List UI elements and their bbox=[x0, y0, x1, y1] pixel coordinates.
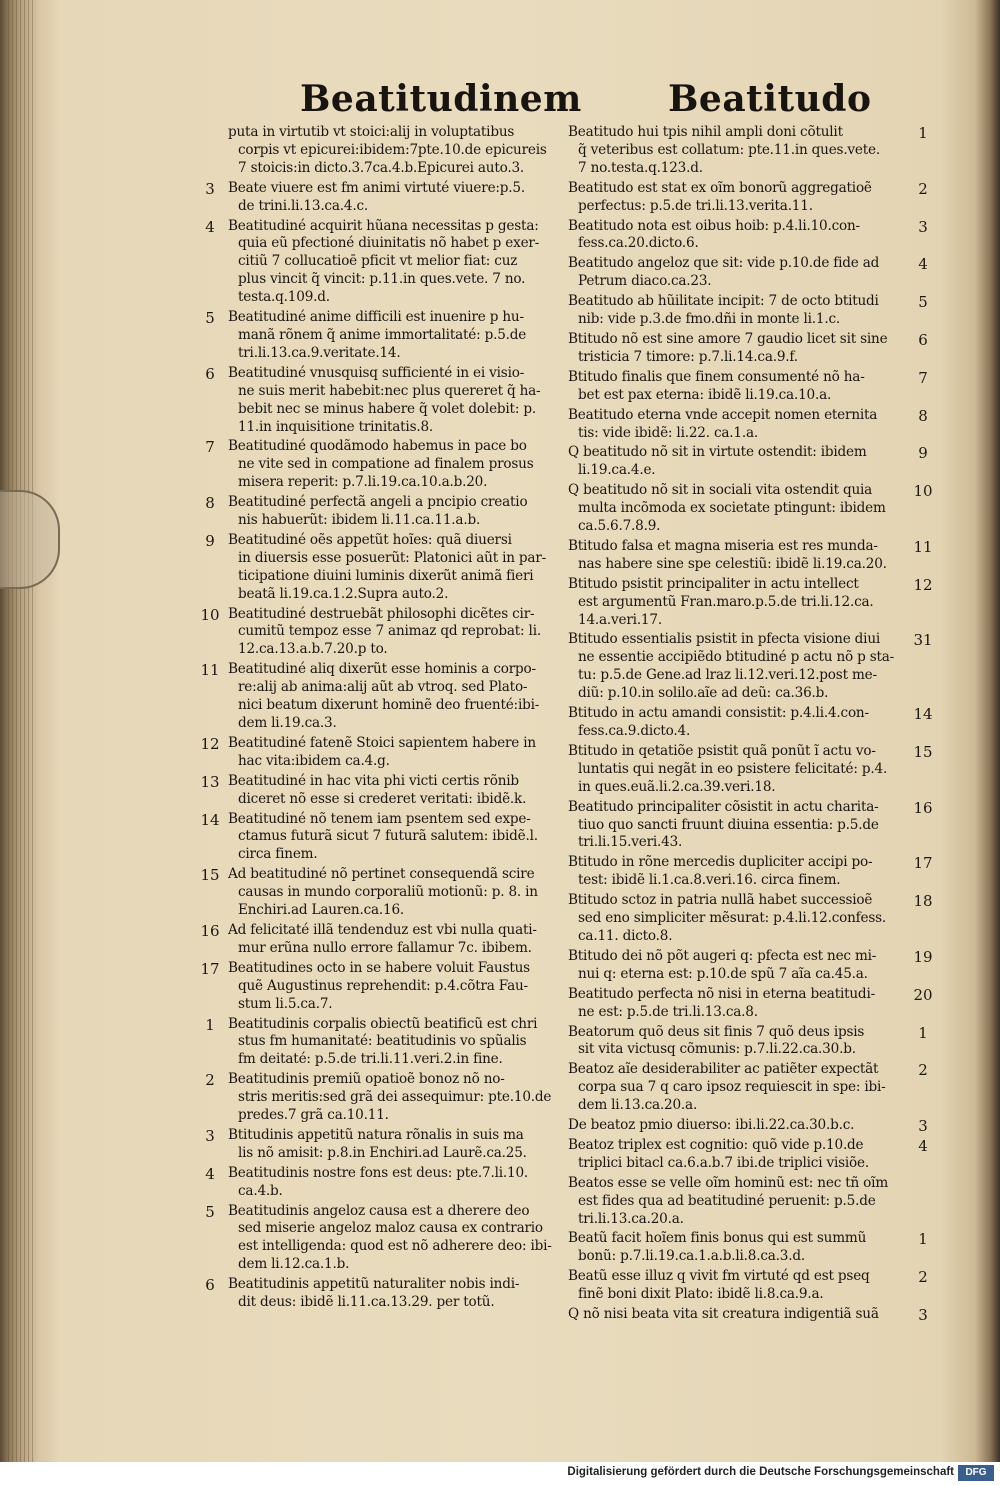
entry-text bbox=[228, 1276, 565, 1312]
entry-number: 15 bbox=[913, 742, 933, 761]
entry-line: Beatũ facit hoĩem finis bonus qui est summũ bbox=[568, 1230, 867, 1247]
entry-text bbox=[568, 948, 900, 984]
entry-line: 7 no.testa.q.123.d. bbox=[578, 159, 703, 176]
index-entry bbox=[568, 255, 938, 291]
entry-text bbox=[568, 743, 900, 797]
entry-line: Beatitudo principaliter cõsistit in actu charita- bbox=[568, 798, 879, 815]
entry-number: 1 bbox=[918, 1230, 928, 1249]
entry-line: Beatitudines octo in se habere voluit Faustus bbox=[228, 959, 530, 976]
entry-line: Beatitudiné in hac vita phi victi certis rõnib bbox=[228, 772, 519, 789]
index-entry bbox=[195, 1203, 565, 1275]
entry-text bbox=[568, 892, 900, 946]
entry-text bbox=[568, 444, 900, 480]
entry-line: puta in virtutib vt stoici:alij in voluptatibus bbox=[228, 124, 515, 140]
entry-line: Btitudo in actu amandi consistit: p.4.li.4.con- bbox=[568, 705, 869, 722]
entry-number: 4 bbox=[918, 1136, 928, 1155]
entry-line: predes.7 grã ca.10.11. bbox=[238, 1107, 389, 1124]
entry-line: Beatitudinis premiũ opatioẽ bonoz nõ no- bbox=[228, 1071, 505, 1088]
index-entry bbox=[568, 892, 938, 946]
entry-number: 4 bbox=[205, 1164, 215, 1183]
entry-line: Beatitudiné aliq dixerũt esse hominis a corpo- bbox=[228, 661, 536, 678]
entry-line: diceret nõ esse si crederet veritati: ibidẽ.k. bbox=[238, 790, 527, 807]
entry-line: est intelligenda: quod est nõ adherere deo: ibi- bbox=[238, 1238, 552, 1255]
entry-line: Beatitudiné perfectã angeli a pncipio creatio bbox=[228, 494, 528, 511]
index-entry bbox=[195, 365, 565, 437]
entry-line: Enchiri.ad Lauren.ca.16. bbox=[238, 902, 405, 919]
entry-text bbox=[228, 494, 565, 530]
entry-line: ne vite sed in compatione ad finalem prosus bbox=[238, 456, 534, 473]
entry-line: dem li.12.ca.1.b. bbox=[238, 1256, 350, 1273]
entry-text bbox=[568, 1175, 900, 1229]
footer-bar bbox=[0, 1462, 1000, 1485]
index-entry bbox=[568, 407, 938, 443]
entry-line: in ques.euã.li.2.ca.39.veri.18. bbox=[578, 778, 776, 795]
entry-line: stris meritis:sed grã dei assequimur: pte.10.de bbox=[238, 1089, 552, 1106]
entry-text bbox=[568, 407, 900, 443]
entry-line: Beate viuere est fm animi virtuté viuere:p.5. bbox=[228, 179, 525, 196]
entry-text bbox=[568, 705, 900, 741]
entry-line: multa incõmoda ex societate ptingunt: ibidem bbox=[578, 500, 886, 517]
entry-text bbox=[228, 1165, 565, 1201]
entry-line: Beatitudo perfecta nõ nisi in eterna beatitudi- bbox=[568, 985, 875, 1002]
entry-text bbox=[568, 1306, 900, 1324]
entry-text bbox=[568, 1137, 900, 1173]
entry-line: misera reperit: p.7.li.19.ca.10.a.b.20. bbox=[238, 474, 488, 491]
index-entry bbox=[195, 1127, 565, 1163]
footer-credit: Digitalisierung gefördert durch die Deutsche Forschungsgemeinschaft bbox=[567, 1466, 954, 1478]
entry-text bbox=[568, 538, 900, 574]
entry-line: Btitudo dei nõ põt augeri q: pfecta est nec mi- bbox=[568, 947, 877, 964]
entry-line: Beatitudo est stat ex oĩm bonorũ aggregatioẽ bbox=[568, 179, 872, 196]
entry-number: 20 bbox=[913, 985, 933, 1004]
entry-line: tristicia 7 timore: p.7.li.14.ca.9.f. bbox=[578, 348, 798, 365]
entry-text bbox=[228, 1203, 565, 1275]
left-column bbox=[195, 124, 565, 1314]
entry-text bbox=[228, 1016, 565, 1070]
entry-line: 14.a.veri.17. bbox=[578, 611, 662, 628]
entry-number: 5 bbox=[205, 309, 215, 328]
entry-number: 16 bbox=[913, 798, 933, 817]
entry-number: 3 bbox=[918, 217, 928, 236]
entry-line: sit vita victusq cõmunis: p.7.li.22.ca.30.b. bbox=[578, 1041, 856, 1058]
entry-line: ca.5.6.7.8.9. bbox=[578, 518, 661, 535]
index-entry bbox=[568, 1268, 938, 1304]
entry-text bbox=[568, 218, 900, 254]
entry-line: Beatitudiné oẽs appetũt hoĩes: quã diuersi bbox=[228, 531, 512, 548]
index-entry bbox=[568, 743, 938, 797]
index-entry bbox=[568, 444, 938, 480]
entry-text bbox=[228, 661, 565, 733]
entry-line: q̃ veteribus est collatum: pte.11.in ques.vete. bbox=[578, 141, 880, 158]
index-entry bbox=[568, 180, 938, 216]
page-clip bbox=[0, 490, 60, 589]
entry-line: Beatitudo ab hũilitate incipit: 7 de octo btitudi bbox=[568, 293, 879, 310]
entry-number: 12 bbox=[200, 734, 220, 753]
index-entry bbox=[195, 661, 565, 733]
index-entry bbox=[195, 960, 565, 1014]
entry-line: re:alij ab anima:alij aũt ab vtroq. sed Plato- bbox=[238, 679, 528, 696]
entry-number: 10 bbox=[200, 605, 220, 624]
entry-text bbox=[568, 799, 900, 853]
index-entry bbox=[195, 922, 565, 958]
index-entry bbox=[568, 705, 938, 741]
index-entry bbox=[195, 438, 565, 492]
entry-number: 14 bbox=[200, 810, 220, 829]
entry-line: triplici bitacl ca.6.a.b.7 ibi.de triplici visiõe. bbox=[578, 1154, 869, 1171]
entry-line: Beatitudiné acquirit hũana necessitas p gesta: bbox=[228, 217, 539, 234]
entry-line: bebit nec se minus habere q̃ volet dolebit: p. bbox=[238, 400, 536, 417]
entry-line: li.19.ca.4.e. bbox=[578, 462, 656, 479]
entry-text bbox=[228, 866, 565, 920]
entry-number: 2 bbox=[918, 1268, 928, 1287]
entry-line: Beatitudiné vnusquisq sufficienté in ei visio- bbox=[228, 364, 525, 381]
index-entry bbox=[568, 218, 938, 254]
entry-text bbox=[568, 854, 900, 890]
entry-line: corpis vt epicurei:ibidem:7pte.10.de epicureis bbox=[238, 141, 547, 158]
entry-line: Beatitudinis nostre fons est deus: pte.7.li.10. bbox=[228, 1164, 529, 1181]
entry-line: Btitudinis appetitũ natura rõnalis in suis ma bbox=[228, 1126, 524, 1143]
index-entry bbox=[568, 1024, 938, 1060]
entry-line: circa finem. bbox=[238, 846, 318, 863]
entry-number: 18 bbox=[913, 892, 933, 911]
entry-line: tri.li.13.ca.20.a. bbox=[578, 1210, 684, 1227]
entry-text bbox=[568, 124, 900, 178]
index-entry bbox=[568, 1230, 938, 1266]
entry-text bbox=[228, 218, 565, 308]
index-entry bbox=[568, 1061, 938, 1115]
entry-line: ctamus futurã sicut 7 futurã salutem: ibidẽ.l. bbox=[238, 828, 538, 845]
entry-number: 19 bbox=[913, 947, 933, 966]
index-entry bbox=[195, 494, 565, 530]
index-entry bbox=[195, 1016, 565, 1070]
index-entry bbox=[568, 948, 938, 984]
entry-text bbox=[568, 369, 900, 405]
entry-number: 5 bbox=[918, 293, 928, 312]
entry-line: nis habuerũt: ibidem li.11.ca.11.a.b. bbox=[238, 512, 481, 529]
entry-number: 1 bbox=[205, 1015, 215, 1034]
index-entry bbox=[195, 124, 565, 178]
entry-line: hac vita:ibidem ca.4.g. bbox=[238, 752, 390, 769]
entry-line: Beatitudo angeloz que sit: vide p.10.de fide ad bbox=[568, 255, 880, 272]
entry-text bbox=[568, 1230, 900, 1266]
entry-line: tri.li.15.veri.43. bbox=[578, 834, 683, 851]
entry-line: fm deitaté: p.5.de tri.li.11.veri.2.in fine. bbox=[238, 1051, 503, 1068]
entry-line: fess.ca.9.dicto.4. bbox=[578, 723, 691, 739]
entry-line: stus fm humanitaté: beatitudinis vo spũalis bbox=[238, 1033, 527, 1050]
index-entry bbox=[568, 1306, 938, 1324]
entry-line: ne suis merit habebit:nec plus quereret q̃ ha- bbox=[238, 382, 541, 399]
entry-line: Petrum diaco.ca.23. bbox=[578, 273, 712, 290]
index-entry bbox=[568, 538, 938, 574]
entry-text bbox=[228, 960, 565, 1014]
entry-line: nui q: eterna est: p.10.de spũ 7 aĩa ca.45.a. bbox=[578, 965, 868, 982]
index-entry bbox=[195, 1165, 565, 1201]
entry-number: 11 bbox=[200, 661, 220, 680]
entry-line: perfectus: p.5.de tri.li.13.verita.11. bbox=[578, 197, 813, 214]
entry-line: Beatitudinis angeloz causa est a dherere deo bbox=[228, 1202, 530, 1219]
right-column bbox=[568, 124, 938, 1326]
index-entry bbox=[568, 1175, 938, 1229]
entry-line: nib: vide p.3.de fmo.dñi in monte li.1.c. bbox=[578, 311, 840, 328]
entry-number: 1 bbox=[918, 124, 928, 142]
entry-text bbox=[228, 1071, 565, 1125]
entry-line: testa.q.109.d. bbox=[238, 289, 330, 306]
entry-line: De beatoz pmio diuerso: ibi.li.22.ca.30.b.c. bbox=[568, 1117, 855, 1134]
entry-number: 17 bbox=[200, 959, 220, 978]
entry-line: sed miserie angeloz maloz causa ex contrario bbox=[238, 1220, 543, 1237]
entry-line: de trini.li.13.ca.4.c. bbox=[238, 197, 368, 214]
entry-line: Beatitudinis appetitũ naturaliter nobis indi- bbox=[228, 1276, 520, 1293]
entry-text bbox=[568, 1024, 900, 1060]
entry-number: 9 bbox=[918, 444, 928, 463]
entry-line: diũ: p.10.in solilo.aĩe ad deũ: ca.36.b. bbox=[578, 685, 829, 702]
entry-number: 9 bbox=[205, 531, 215, 550]
index-entry bbox=[195, 866, 565, 920]
index-entry bbox=[568, 482, 938, 536]
entry-line: sed eno simpliciter mẽsurat: p.4.li.12.confess. bbox=[578, 910, 887, 927]
entry-text bbox=[228, 438, 565, 492]
entry-number: 6 bbox=[918, 330, 928, 349]
entry-number: 1 bbox=[918, 1023, 928, 1042]
entry-text bbox=[228, 811, 565, 865]
entry-line: Beatũ esse illuz q vivit fm virtuté qd est pseq bbox=[568, 1268, 870, 1285]
index-entry bbox=[568, 124, 938, 178]
entry-text bbox=[568, 180, 900, 216]
index-entry bbox=[195, 606, 565, 660]
entry-number: 17 bbox=[913, 854, 933, 873]
entry-line: bet est pax eterna: ibidẽ li.19.ca.10.a. bbox=[578, 386, 832, 403]
entry-line: 7 stoicis:in dicto.3.7ca.4.b.Epicurei auto.3. bbox=[238, 159, 525, 176]
entry-line: ticipatione diuini luminis dixerũt animã fieri bbox=[238, 567, 534, 584]
running-head-right: Beatitudo bbox=[668, 78, 872, 120]
entry-line: est fides qua ad beatitudiné peruenit: p.5.de bbox=[578, 1192, 876, 1209]
dfg-logo: DFG bbox=[958, 1465, 994, 1481]
entry-line: tri.li.13.ca.9.veritate.14. bbox=[238, 344, 401, 361]
entry-number: 12 bbox=[913, 575, 933, 594]
entry-line: Beatitudiné nõ tenem iam psentem sed expe- bbox=[228, 810, 531, 827]
entry-line: manã rõnem q̃ anime immortalitaté: p.5.de bbox=[238, 326, 527, 343]
entry-number: 3 bbox=[205, 179, 215, 198]
index-entry bbox=[568, 576, 938, 630]
entry-line: est argumentũ Fran.maro.p.5.de tri.li.12.ca. bbox=[578, 593, 874, 610]
entry-line: dem li.19.ca.3. bbox=[238, 715, 337, 731]
entry-number: 14 bbox=[913, 705, 933, 724]
entry-line: nici beatum dixerunt hominẽ deo fruenté:ibi- bbox=[238, 697, 540, 714]
entry-number: 5 bbox=[205, 1202, 215, 1221]
entry-line: Ad beatitudiné nõ pertinet consequendã scire bbox=[228, 866, 535, 883]
entry-line: finẽ boni dixit Plato: ibidẽ li.8.ca.9.a. bbox=[578, 1286, 824, 1303]
entry-line: Beatoz aĩe desiderabiliter ac patiẽter expectãt bbox=[568, 1061, 879, 1078]
entry-line: Btitudo in qetatiõe psistit quã ponũt ĩ actu vo- bbox=[568, 742, 876, 759]
entry-line: Ad felicitaté illã tendenduz est vbi nulla quati- bbox=[228, 921, 537, 938]
entry-text bbox=[228, 180, 565, 216]
index-entry bbox=[195, 811, 565, 865]
index-entry bbox=[568, 293, 938, 329]
entry-text bbox=[228, 735, 565, 771]
entry-line: Beatitudiné anime difficili est inuenire p hu- bbox=[228, 309, 524, 326]
entry-line: ca.4.b. bbox=[238, 1182, 283, 1199]
entry-line: luntatis qui negãt in eo psistere felicitaté: p.4. bbox=[578, 760, 888, 777]
entry-line: in diuersis esse posuerũt: Platonici aũt in par- bbox=[238, 549, 547, 566]
entry-text bbox=[228, 532, 565, 604]
entry-line: corpa sua 7 q caro ipsoz requiescit in spe: ibi- bbox=[578, 1079, 886, 1096]
entry-line: dit deus: ibidẽ li.11.ca.13.29. per totũ. bbox=[238, 1294, 495, 1311]
index-entry bbox=[195, 180, 565, 216]
entry-text bbox=[568, 482, 900, 536]
entry-text bbox=[228, 922, 565, 958]
index-entry bbox=[568, 1137, 938, 1173]
entry-line: stum li.5.ca.7. bbox=[238, 995, 333, 1012]
entry-number: 6 bbox=[205, 1276, 215, 1295]
entry-number: 3 bbox=[205, 1126, 215, 1145]
index-entry bbox=[568, 986, 938, 1022]
entry-line: Beatitudiné destruebãt philosophi dicẽtes cir- bbox=[228, 605, 535, 622]
index-entry bbox=[568, 1117, 938, 1135]
entry-line: tis: vide ibidẽ: li.22. ca.1.a. bbox=[578, 424, 759, 441]
entry-line: ne est: p.5.de tri.li.13.ca.8. bbox=[578, 1003, 758, 1020]
entry-line: fess.ca.20.dicto.6. bbox=[578, 235, 699, 252]
entry-line: 11.in inquisitione trinitatis.8. bbox=[238, 418, 434, 435]
entry-number: 15 bbox=[200, 866, 220, 885]
entry-line: Btitudo psistit principaliter in actu intellect bbox=[568, 575, 859, 592]
entry-number: 3 bbox=[918, 1117, 928, 1136]
entry-line: Btitudo essentialis psistit in pfecta visione diui bbox=[568, 631, 881, 648]
entry-line: Beatitudo nota est oibus hoib: p.4.li.10.con- bbox=[568, 217, 860, 234]
entry-line: 12.ca.13.a.b.7.20.p to. bbox=[238, 641, 388, 658]
entry-line: Btitudo in rõne mercedis dupliciter accipi po- bbox=[568, 854, 873, 871]
entry-number: 2 bbox=[918, 179, 928, 198]
entry-line: Q beatitudo nõ sit in sociali vita ostendit quia bbox=[568, 482, 873, 499]
entry-text bbox=[568, 576, 900, 630]
entry-line: cumitũ tempoz esse 7 animaz qd reprobat: li. bbox=[238, 623, 541, 640]
index-entry bbox=[195, 773, 565, 809]
entry-text bbox=[568, 293, 900, 329]
entry-line: Btitudo nõ est sine amore 7 gaudio licet sit sine bbox=[568, 330, 888, 347]
entry-line: ne essentie accipiẽdo btitudiné p actu nõ p sta- bbox=[578, 649, 895, 666]
entry-text bbox=[228, 606, 565, 660]
entry-line: quẽ Augustinus reprehendit: p.4.cõtra Fau- bbox=[238, 977, 528, 994]
entry-line: lis nõ amisit: p.8.in Enchiri.ad Laurẽ.ca.25. bbox=[238, 1144, 527, 1161]
index-entry bbox=[568, 799, 938, 853]
entry-line: dem li.13.ca.20.a. bbox=[578, 1097, 698, 1114]
index-entry bbox=[195, 1276, 565, 1312]
index-entry bbox=[195, 735, 565, 771]
running-head-left: Beatitudinem bbox=[300, 78, 582, 120]
index-entry bbox=[195, 309, 565, 363]
entry-line: Beatoz triplex est cognitio: quõ vide p.10.de bbox=[568, 1136, 864, 1153]
entry-text bbox=[568, 1061, 900, 1115]
entry-number: 13 bbox=[200, 772, 220, 791]
entry-line: bonũ: p.7.li.19.ca.1.a.b.li.8.ca.3.d. bbox=[578, 1248, 805, 1265]
entry-text bbox=[228, 124, 565, 178]
entry-text bbox=[568, 255, 900, 291]
entry-line: citiũ 7 collucatioē pficit vt melior fiat: cuz bbox=[238, 253, 518, 270]
entry-line: Btitudo finalis que finem consumenté nõ ha- bbox=[568, 368, 865, 385]
entry-line: causas in mundo corporaliũ motionũ: p. 8. in bbox=[238, 884, 538, 901]
entry-line: Beatitudiné fatenẽ Stoici sapientem habere in bbox=[228, 734, 536, 751]
entry-number: 7 bbox=[205, 438, 215, 457]
index-entry bbox=[195, 218, 565, 308]
entry-line: Btitudo falsa et magna miseria est res munda- bbox=[568, 537, 878, 554]
index-entry bbox=[195, 1071, 565, 1125]
entry-line: quia eũ pfectioné diuinitatis nõ habet p exer- bbox=[238, 235, 540, 252]
entry-line: Q nõ nisi beata vita sit creatura indigentiã suã bbox=[568, 1306, 879, 1323]
entry-text bbox=[228, 309, 565, 363]
entry-line: beatã li.19.ca.1.2.Supra auto.2. bbox=[238, 585, 449, 602]
entry-number: 2 bbox=[918, 1061, 928, 1080]
entry-text bbox=[228, 773, 565, 809]
entry-line: mur erũna nullo errore fallamur 7c. ibibem. bbox=[238, 939, 532, 956]
entry-line: Q beatitudo nõ sit in virtute ostendit: ibidem bbox=[568, 444, 867, 461]
entry-line: Beatorum quõ deus sit finis 7 quõ deus ipsis bbox=[568, 1023, 865, 1040]
index-entry bbox=[195, 532, 565, 604]
entry-number: 6 bbox=[205, 364, 215, 383]
entry-number: 2 bbox=[205, 1071, 215, 1090]
index-entry bbox=[568, 854, 938, 890]
entry-line: Beatitudinis corpalis obiectũ beatificũ est chri bbox=[228, 1015, 538, 1032]
entry-number: 31 bbox=[913, 631, 933, 650]
entry-number: 3 bbox=[918, 1306, 928, 1325]
entry-line: nas habere sine spe celestiũ: ibidẽ li.19.ca.20. bbox=[578, 555, 887, 572]
entry-number: 11 bbox=[913, 537, 933, 556]
index-entry bbox=[568, 331, 938, 367]
entry-number: 4 bbox=[205, 217, 215, 236]
entry-line: tu: p.5.de Gene.ad lraz li.12.veri.12.post me- bbox=[578, 667, 877, 684]
entry-text bbox=[568, 631, 900, 703]
entry-line: Btitudo sctoz in patria nullã habet successioẽ bbox=[568, 892, 873, 909]
entry-line: ca.11. dicto.8. bbox=[578, 927, 673, 944]
entry-text bbox=[568, 1117, 900, 1135]
entry-number: 4 bbox=[918, 255, 928, 274]
entry-number: 7 bbox=[918, 368, 928, 387]
entry-line: tiuo quo sancti fruunt diuina essentia: p.5.de bbox=[578, 816, 879, 833]
entry-number: 10 bbox=[913, 482, 933, 501]
entry-line: test: ibidẽ li.1.ca.8.veri.16. circa finem. bbox=[578, 872, 841, 889]
entry-text bbox=[228, 365, 565, 437]
entry-text bbox=[568, 1268, 900, 1304]
entry-line: Beatitudo hui tpis nihil ampli doni cõtulit bbox=[568, 124, 843, 140]
entry-text bbox=[568, 331, 900, 367]
entry-number: 8 bbox=[205, 494, 215, 513]
index-entry bbox=[568, 631, 938, 703]
entry-text bbox=[228, 1127, 565, 1163]
entry-line: Beatos esse se velle oĩm hominũ est: nec tñ oĩm bbox=[568, 1174, 889, 1191]
entry-text bbox=[568, 986, 900, 1022]
entry-number: 16 bbox=[200, 921, 220, 940]
entry-line: Beatitudo eterna vnde accepit nomen eternita bbox=[568, 406, 878, 423]
index-entry bbox=[568, 369, 938, 405]
entry-line: plus vincit q̃ vincit: p.11.in ques.vete. 7 no. bbox=[238, 271, 526, 288]
entry-line: Beatitudiné quodãmodo habemus in pace bo bbox=[228, 438, 527, 455]
entry-number: 8 bbox=[918, 406, 928, 425]
